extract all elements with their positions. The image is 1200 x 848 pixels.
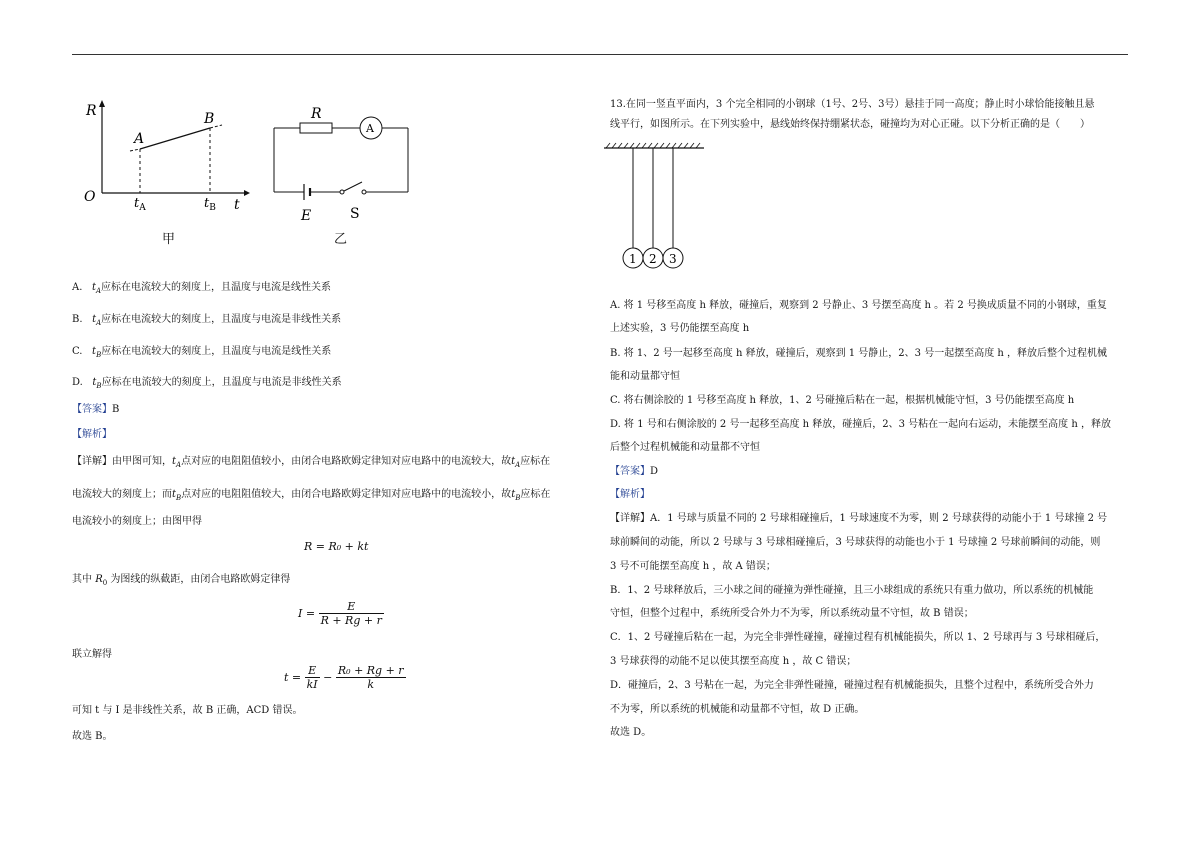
pendulum-figure	[604, 140, 704, 272]
ammeter-label: A	[366, 122, 374, 135]
detail-right-1: 【详解】A．1 号球与质量不同的 2 号球相碰撞后，1 号球速度不为零，则 2 号球获得的动能小于 1 号球撞 2 号	[610, 513, 1108, 524]
y-axis-label: R	[86, 103, 97, 119]
detail-line-7: 故选 B。	[72, 731, 113, 742]
battery-label: E	[301, 208, 312, 224]
point-b-label: B	[204, 111, 215, 127]
x-axis-label: t	[234, 197, 240, 213]
question-line-1: 13.在同一竖直平面内，3 个完全相同的小钢球（1号、2号、3号）悬挂于同一高度；静止时小球恰能接触且悬	[610, 99, 1095, 110]
formula-t: t = $\frac{E}{kI}$ − $\frac{\text{R₀ + Rg + r}}{k}$	[284, 664, 404, 691]
figure-jia-caption: 甲	[162, 232, 176, 247]
detail-right-2: 球前瞬间的动能，所以 2 号球与 3 号球相碰撞后，3 号球获得的动能也小于 1 号球撞 2 号球前瞬间的动能，则	[610, 537, 1101, 548]
figure-jia-graph	[72, 95, 252, 215]
option-a-line-2: 上述实验，3 号仍能摆至高度 h	[610, 323, 750, 334]
detail-right-5: 守恒，但整个过程中，系统所受合外力不为零，所以系统动量不守恒，故 B 错误；	[610, 608, 974, 619]
detail-right-10: 故选 D。	[610, 727, 652, 738]
figure-yi-caption: 乙	[334, 232, 348, 247]
option-b-line-1: B. 将 1、2 号一起移至高度 h 释放，碰撞后，观察到 1 号静止，2、3 号一起摆至高度 h ，释放后整个过程机械	[610, 348, 1108, 359]
ball-1-label: 1	[629, 252, 637, 266]
point-a-label: A	[134, 131, 145, 147]
tick-ta-label: $t_A$	[134, 196, 146, 213]
detail-line-6: 可知 t 与 I 是非线性关系，故 B 正确，ACD 错误。	[72, 705, 303, 716]
answer-line-right: 【答案】D	[610, 466, 659, 477]
formula-i: I = $\frac{E}{R + Rg + r}$	[298, 600, 382, 627]
detail-right-7: 3 号球获得的动能不足以使其摆至高度 h ，故 C 错误；	[610, 656, 857, 667]
detail-line-1: 【详解】由甲图可知，$t_A$点对应的电阻阻值较小，由闭合电路欧姆定律知对应电路中的电流较大，故$t_A$应标在	[72, 456, 551, 469]
ball-3-label: 3	[669, 252, 677, 266]
resistor-label: R	[311, 106, 322, 122]
detail-right-4: B．1、2 号球释放后，三小球之间的碰撞为弹性碰撞，且三小球组成的系统只有重力做功，所以系统的机械能	[610, 585, 1094, 596]
option-d: D. $t_B$应标在电流较大的刻度上，且温度与电流是非线性关系	[72, 377, 342, 390]
option-c-line-1: C. 将右侧涂胶的 1 号移至高度 h 释放，1、2 号碰撞后粘在一起，根据机械能守恒，3 号仍能摆至高度 h	[610, 395, 1075, 406]
figure-yi-circuit	[268, 100, 413, 225]
switch-label: S	[350, 206, 360, 222]
detail-right-9: 不为零，所以系统的机械能和动量都不守恒，故 D 正确。	[610, 704, 865, 715]
detail-right-6: C．1、2 号碰撞后粘在一起，为完全非弹性碰撞，碰撞过程有机械能损失，所以 1、2 号球再与 3 号球相碰后，	[610, 632, 1106, 643]
header-rule	[72, 54, 1128, 55]
option-a-line-1: A. 将 1 号移至高度 h 释放，碰撞后，观察到 2 号静止、3 号摆至高度 h 。若 2 号换成质量不同的小钢球，重复	[610, 300, 1107, 311]
ball-2-label: 2	[649, 252, 657, 266]
analysis-label-right: 【解析】	[610, 489, 650, 500]
formula-r: R = R₀ + kt	[304, 540, 369, 553]
detail-line-4: 其中 $R_0$ 为图线的纵截距，由闭合电路欧姆定律得	[72, 574, 291, 587]
option-d-line-1: D. 将 1 号和右侧涂胶的 2 号一起移至高度 h 释放，碰撞后，2、3 号粘在一起向右运动，未能摆至高度 h ，释放	[610, 419, 1111, 430]
question-line-2: 线平行，如图所示。在下列实验中，悬线始终保持绷紧状态，碰撞均为对心正碰。以下分析正确的是（ ）	[610, 119, 1090, 130]
analysis-label: 【解析】	[72, 429, 112, 440]
option-d-line-2: 后整个过程机械能和动量都不守恒	[610, 442, 760, 453]
option-b-line-2: 能和动量都守恒	[610, 371, 680, 382]
tick-tb-label: $t_B$	[204, 196, 216, 213]
detail-line-2: 电流较大的刻度上；而$t_B$点对应的电阻阻值较大，由闭合电路欧姆定律知对应电路中的电流较小，故$t_B$应标在	[72, 489, 551, 502]
option-a: A. $t_A$应标在电流较大的刻度上，且温度与电流是线性关系	[72, 282, 332, 295]
detail-right-3: 3 号不可能摆至高度 h ，故 A 错误；	[610, 561, 776, 572]
detail-line-3: 电流较小的刻度上；由图甲得	[72, 516, 202, 527]
answer-line: 【答案】B	[72, 404, 120, 415]
detail-line-5: 联立解得	[72, 649, 112, 660]
option-c: C. $t_B$应标在电流较大的刻度上，且温度与电流是线性关系	[72, 346, 332, 359]
detail-right-8: D．碰撞后，2、3 号粘在一起，为完全非弹性碰撞，碰撞过程有机械能损失，且整个过程中，系统所受合外力	[610, 680, 1094, 691]
origin-label: O	[84, 189, 96, 205]
option-b: B. $t_A$应标在电流较大的刻度上，且温度与电流是非线性关系	[72, 314, 342, 327]
